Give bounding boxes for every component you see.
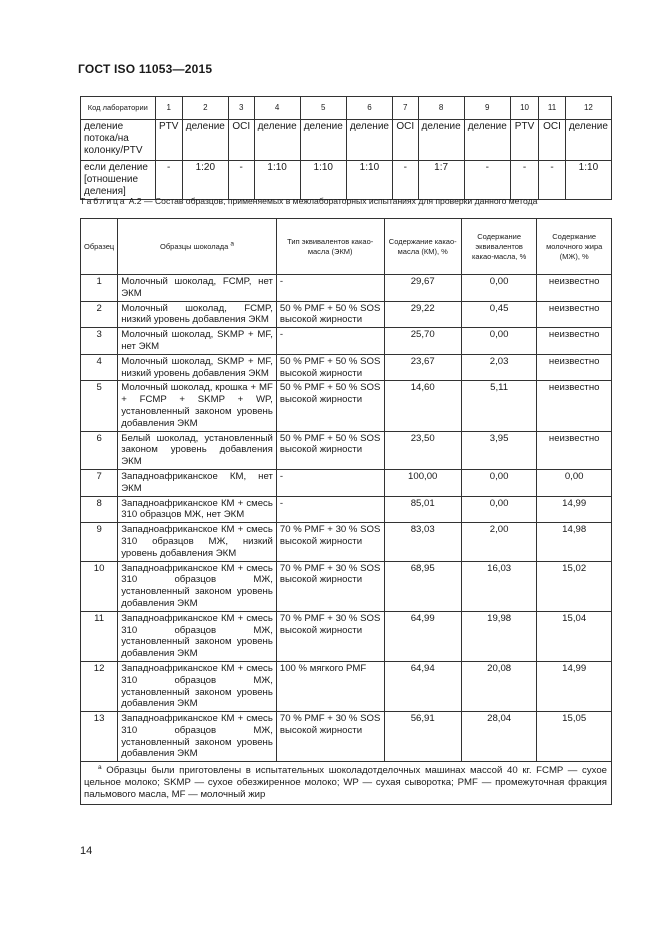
split-ratio-value: - — [464, 161, 510, 200]
sample-row — [81, 275, 612, 302]
split-ratio-value: - — [228, 161, 254, 200]
standard-header: ГОСТ ISO 11053—2015 — [78, 62, 213, 76]
sample-row — [81, 328, 612, 355]
sample-number: 9 — [81, 523, 118, 561]
split-mode-value: деление — [254, 120, 300, 161]
cocoa-butter-value: 85,01 — [384, 496, 461, 523]
milk-fat-value: неизвестно — [537, 381, 612, 431]
cbe-value: 2,03 — [461, 354, 536, 381]
cocoa-butter-value: 56,91 — [384, 712, 461, 762]
sample-rows — [81, 275, 612, 762]
split-ratio-value: 1:10 — [300, 161, 346, 200]
sample-description: Западноафриканское КМ, нет ЭКМ — [118, 469, 277, 496]
cocoa-butter-value: 23,50 — [384, 431, 461, 469]
sample-description: Западноафриканское КМ + смесь 310 образцов МЖ, низкий уровень добавления ЭКМ — [118, 523, 277, 561]
milk-fat-value: 15,02 — [537, 561, 612, 611]
cbe-type: 70 % PMF + 30 % SOS высокой жирности — [276, 712, 384, 762]
lab-codes-table — [80, 96, 612, 200]
sample-number: 8 — [81, 496, 118, 523]
sample-row — [81, 561, 612, 611]
cocoa-butter-value: 25,70 — [384, 328, 461, 355]
sample-description: Белый шоколад, установленный законом уровень добавления ЭКМ — [118, 431, 277, 469]
header-cbe-type: Тип эквивалентов какао-масла (ЭКМ) — [276, 219, 384, 275]
cocoa-butter-value: 64,94 — [384, 661, 461, 711]
header-sample-no: Образец — [81, 219, 118, 275]
sample-composition-table — [80, 218, 612, 805]
cbe-value: 16,03 — [461, 561, 536, 611]
cocoa-butter-value: 23,67 — [384, 354, 461, 381]
split-ratio-value: 1:10 — [254, 161, 300, 200]
milk-fat-value: 14,99 — [537, 661, 612, 711]
sample-number: 3 — [81, 328, 118, 355]
split-ratio-value: 1:20 — [182, 161, 228, 200]
split-ratio-value: - — [510, 161, 538, 200]
cocoa-butter-value: 100,00 — [384, 469, 461, 496]
table-footnote — [81, 762, 612, 804]
footnote-mark: a — [97, 764, 102, 772]
cbe-type: 70 % PMF + 30 % SOS высокой жирности — [276, 561, 384, 611]
cbe-value: 0,45 — [461, 301, 536, 328]
sample-description: Западноафриканское КМ + смесь 310 образцов МЖ, установленный законом уровень добавления ЭКМ — [118, 611, 277, 661]
sample-row — [81, 354, 612, 381]
cocoa-butter-value: 64,99 — [384, 611, 461, 661]
lab-number: 2 — [182, 97, 228, 120]
sample-number: 5 — [81, 381, 118, 431]
milk-fat-value: неизвестно — [537, 275, 612, 302]
split-ratio-value: - — [392, 161, 418, 200]
cbe-type: - — [276, 275, 384, 302]
lab-number: 9 — [464, 97, 510, 120]
cbe-value: 28,04 — [461, 712, 536, 762]
lab-code-header-row — [81, 97, 612, 120]
milk-fat-value: 15,05 — [537, 712, 612, 762]
sample-number: 11 — [81, 611, 118, 661]
sample-row — [81, 712, 612, 762]
cbe-value: 3,95 — [461, 431, 536, 469]
sample-number: 12 — [81, 661, 118, 711]
cbe-value: 0,00 — [461, 275, 536, 302]
cbe-value: 0,00 — [461, 496, 536, 523]
lab-number: 4 — [254, 97, 300, 120]
lab-number: 8 — [418, 97, 464, 120]
cbe-value: 0,00 — [461, 328, 536, 355]
split-mode-label: деление потока/на колонку/PTV — [81, 120, 156, 161]
split-ratio-value: - — [155, 161, 182, 200]
cocoa-butter-value: 29,22 — [384, 301, 461, 328]
cbe-type: - — [276, 469, 384, 496]
sample-row — [81, 301, 612, 328]
cbe-value: 20,08 — [461, 661, 536, 711]
sample-description: Молочный шоколад, SKMP + MF, нет ЭКМ — [118, 328, 277, 355]
lab-code-label: Код лаборатории — [81, 97, 156, 120]
split-mode-value: OCI — [539, 120, 566, 161]
cocoa-butter-value: 68,95 — [384, 561, 461, 611]
cbe-value: 0,00 — [461, 469, 536, 496]
sample-description: Западноафриканское КМ + смесь 310 образцов МЖ, установленный законом уровень добавления ЭКМ — [118, 712, 277, 762]
cocoa-butter-value: 83,03 — [384, 523, 461, 561]
page-number: 14 — [80, 845, 93, 857]
sample-row — [81, 381, 612, 431]
sample-number: 10 — [81, 561, 118, 611]
sample-number: 1 — [81, 275, 118, 302]
split-mode-value: PTV — [155, 120, 182, 161]
lab-number: 6 — [346, 97, 392, 120]
cbe-type: - — [276, 496, 384, 523]
footnote-row — [81, 762, 612, 804]
cbe-type: 70 % PMF + 30 % SOS высокой жирности — [276, 611, 384, 661]
lab-number: 5 — [300, 97, 346, 120]
footnote-text: Образцы были приготовлены в испытательных шоколадотделочных машинах массой 40 кг. FCMP — сухое цельное молоко; SKMP — сухое обезжиренное молоко; WP — сухая сыворотка; PMF — промежуточная фракция пальмового масла, MF — молочный жир — [84, 765, 608, 800]
milk-fat-value: 14,99 — [537, 496, 612, 523]
milk-fat-value: неизвестно — [537, 354, 612, 381]
header-footnote-mark: a — [230, 240, 235, 247]
milk-fat-value: неизвестно — [537, 301, 612, 328]
milk-fat-value: 15,04 — [537, 611, 612, 661]
cocoa-butter-value: 14,60 — [384, 381, 461, 431]
header-cocoa-butter: Содержание какао-масла (КМ), % — [384, 219, 461, 275]
cbe-type: 50 % PMF + 50 % SOS высокой жирности — [276, 301, 384, 328]
lab-number: 1 — [155, 97, 182, 120]
cocoa-butter-value: 29,67 — [384, 275, 461, 302]
split-mode-value: деление — [300, 120, 346, 161]
sample-row — [81, 523, 612, 561]
split-ratio-value: 1:10 — [346, 161, 392, 200]
split-ratio-value: - — [539, 161, 566, 200]
sample-row — [81, 431, 612, 469]
sample-description: Молочный шоколад, FCMP, низкий уровень добавления ЭКМ — [118, 301, 277, 328]
split-mode-value: деление — [418, 120, 464, 161]
header-cbe-content: Содержание эквивалентов какао-масла, % — [461, 219, 536, 275]
cbe-type: 50 % PMF + 50 % SOS высокой жирности — [276, 381, 384, 431]
sample-description: Западноафриканское КМ + смесь 310 образцов МЖ, нет ЭКМ — [118, 496, 277, 523]
header-samples-text: Образцы шоколада — [160, 241, 229, 251]
milk-fat-value: неизвестно — [537, 431, 612, 469]
split-mode-value: деление — [565, 120, 611, 161]
sample-number: 13 — [81, 712, 118, 762]
cbe-type: 100 % мягкого PMF — [276, 661, 384, 711]
split-mode-value: деление — [346, 120, 392, 161]
sample-description: Молочный шоколад, SKMP + MF, низкий уровень добавления ЭКМ — [118, 354, 277, 381]
split-mode-value: деление — [464, 120, 510, 161]
split-mode-value: PTV — [510, 120, 538, 161]
sample-number: 6 — [81, 431, 118, 469]
lab-number: 11 — [539, 97, 566, 120]
header-samples — [118, 219, 277, 275]
lab-number: 3 — [228, 97, 254, 120]
sample-table-header-row — [81, 219, 612, 275]
milk-fat-value: 0,00 — [537, 469, 612, 496]
table-caption-text: А.2 — Состав образцов, применяемых в межлабораторных испытаниях для проверки данного метода — [128, 196, 538, 206]
sample-row — [81, 661, 612, 711]
split-ratio-row — [81, 161, 612, 200]
sample-row — [81, 469, 612, 496]
cbe-type: - — [276, 328, 384, 355]
split-ratio-value: 1:7 — [418, 161, 464, 200]
sample-row — [81, 611, 612, 661]
table-caption — [80, 196, 537, 206]
sample-description: Молочный шоколад, крошка + MF + FCMP + SKMP + WP, установленный законом уровень добавления ЭКМ — [118, 381, 277, 431]
table-caption-word: Таблица — [80, 196, 127, 206]
split-mode-value: OCI — [228, 120, 254, 161]
sample-number: 7 — [81, 469, 118, 496]
sample-description: Западноафриканское КМ + смесь 310 образцов МЖ, установленный законом уровень добавления ЭКМ — [118, 561, 277, 611]
cbe-type: 50 % PMF + 50 % SOS высокой жирности — [276, 431, 384, 469]
cbe-type: 70 % PMF + 30 % SOS высокой жирности — [276, 523, 384, 561]
sample-number: 4 — [81, 354, 118, 381]
cbe-value: 2,00 — [461, 523, 536, 561]
milk-fat-value: 14,98 — [537, 523, 612, 561]
lab-number: 12 — [565, 97, 611, 120]
sample-description: Западноафриканское КМ + смесь 310 образцов МЖ, установленный законом уровень добавления ЭКМ — [118, 661, 277, 711]
cbe-value: 5,11 — [461, 381, 536, 431]
lab-number: 7 — [392, 97, 418, 120]
split-mode-row — [81, 120, 612, 161]
milk-fat-value: неизвестно — [537, 328, 612, 355]
sample-row — [81, 496, 612, 523]
cbe-value: 19,98 — [461, 611, 536, 661]
lab-number: 10 — [510, 97, 538, 120]
split-mode-value: OCI — [392, 120, 418, 161]
cbe-type: 50 % PMF + 50 % SOS высокой жирности — [276, 354, 384, 381]
header-milk-fat: Содержание молочного жира (МЖ), % — [537, 219, 612, 275]
sample-number: 2 — [81, 301, 118, 328]
sample-description: Молочный шоколад, FCMP, нет ЭКМ — [118, 275, 277, 302]
split-ratio-value: 1:10 — [565, 161, 611, 200]
split-mode-value: деление — [182, 120, 228, 161]
split-ratio-label: если деление [отношение деления] — [81, 161, 156, 200]
